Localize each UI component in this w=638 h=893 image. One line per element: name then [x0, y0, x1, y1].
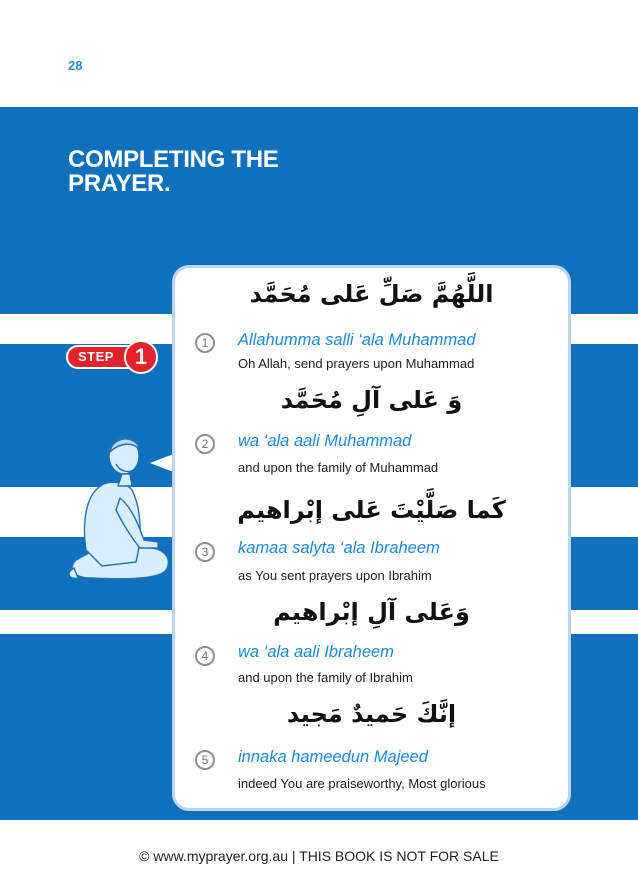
meaning: Oh Allah, send prayers upon Muhammad: [238, 356, 475, 371]
item-number: 4: [195, 646, 215, 666]
arabic-text: وَعَلى آلِ إبْراهيم: [273, 598, 470, 626]
dua-card: [175, 268, 568, 808]
copyright-footer: © www.myprayer.org.au | THIS BOOK IS NOT FOR SALE: [139, 848, 499, 864]
transliteration: innaka hameedun Majeed: [238, 748, 428, 766]
item-number: 3: [195, 542, 215, 562]
arabic-text: اللَّهُمَّ صَلِّ عَلى مُحَمَّد: [249, 280, 494, 308]
step-label: STEP: [78, 349, 114, 364]
step-number: 1: [124, 340, 158, 374]
item-number: 2: [195, 434, 215, 454]
item-number: 1: [195, 333, 215, 353]
transliteration: wa ‘ala aali Muhammad: [238, 432, 412, 450]
item-number: 5: [195, 750, 215, 770]
page-title-line-2: PRAYER.: [68, 170, 171, 197]
meaning: and upon the family of Ibrahim: [238, 670, 413, 685]
arabic-text: وَ عَلى آلِ مُحَمَّد: [280, 386, 463, 414]
page-number: 28: [68, 58, 83, 73]
page-title-line-1: COMPLETING THE: [68, 146, 279, 173]
arabic-text: كَما صَلَّيْتَ عَلى إبْراهيم: [237, 496, 506, 524]
page-title: [68, 148, 278, 196]
step-badge: [66, 340, 162, 374]
meaning: indeed You are praiseworthy, Most glorious: [238, 776, 486, 791]
meaning: as You sent prayers upon Ibrahim: [238, 568, 432, 583]
card-pointer: [150, 453, 176, 473]
transliteration: kamaa salyta ‘ala Ibraheem: [238, 539, 440, 557]
transliteration: Allahumma salli ‘ala Muhammad: [238, 331, 476, 349]
transliteration: wa ‘ala aali Ibraheem: [238, 643, 394, 661]
arabic-text: إنَّكَ حَميدٌ مَجيد: [286, 700, 457, 728]
meaning: and upon the family of Muhammad: [238, 460, 439, 475]
